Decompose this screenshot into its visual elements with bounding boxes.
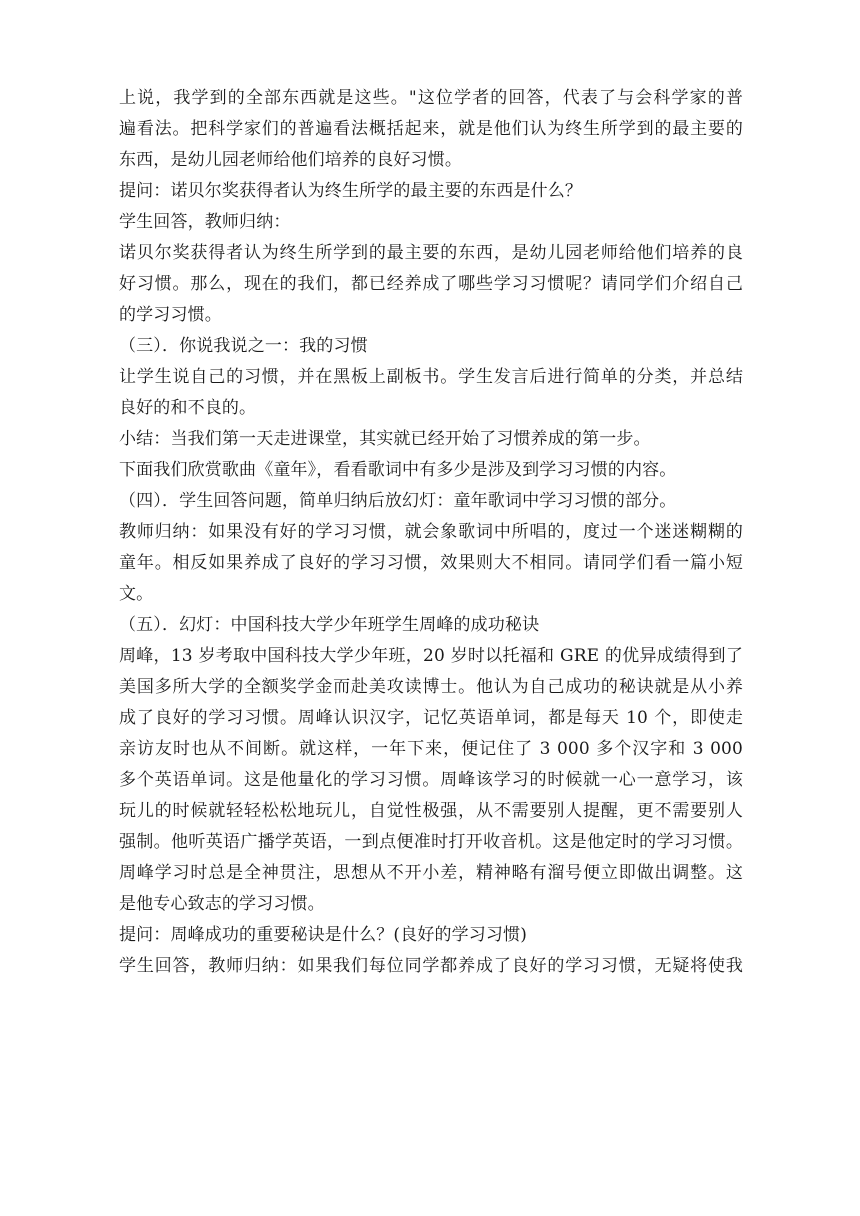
- document-page: [119, 83, 743, 982]
- text-line: 提问：诺贝尔奖获得者认为终生所学的最主要的东西是什么？: [119, 181, 583, 201]
- document-body: [119, 83, 743, 982]
- text-line: 是他专心致志的学习习惯。: [119, 894, 325, 914]
- text-line: 美国多所大学的全额奖学金而赴美攻读博士。他认为自己成功的秘诀就是从小养: [119, 677, 743, 697]
- text-line: 诺贝尔奖获得者认为终生所学到的最主要的东西，是幼儿园老师给他们培养的良: [119, 243, 743, 263]
- text-line: 提问：周峰成功的重要秘诀是什么？(良好的学习习惯): [119, 925, 528, 945]
- text-line: 让学生说自己的习惯，并在黑板上副板书。学生发言后进行简单的分类，并总结: [119, 367, 743, 387]
- text-line: 良好的和不良的。: [119, 398, 257, 418]
- text-line: 文。: [119, 584, 154, 604]
- text-line: 上说，我学到的全部东西就是这些。"这位学者的回答，代表了与会科学家的普: [119, 88, 743, 108]
- text-line: （五）．幻灯：中国科技大学少年班学生周峰的成功秘诀: [119, 615, 540, 635]
- text-line: 童年。相反如果养成了良好的学习习惯，效果则大不相同。请同学们看一篇小短: [119, 553, 743, 573]
- text-line: 学生回答，教师归纳：如果我们每位同学都养成了良好的学习习惯，无疑将使我: [119, 956, 743, 976]
- text-line: 玩儿的时候就轻轻松松地玩儿，自觉性极强，从不需要别人提醒，更不需要别人: [119, 801, 743, 821]
- text-line: 周峰，13 岁考取中国科技大学少年班，20 岁时以托福和 GRE 的优异成绩得到了: [119, 646, 743, 666]
- text-line: 亲访友时也从不间断。就这样，一年下来，便记住了 3 000 多个汉字和 3 000: [119, 739, 743, 759]
- text-line: 遍看法。把科学家们的普遍看法概括起来，就是他们认为终生所学到的最主要的: [119, 119, 743, 139]
- text-line: 好习惯。那么，现在的我们，都已经养成了哪些学习习惯呢？请同学们介绍自己: [119, 274, 743, 294]
- text-line: 多个英语单词。这是他量化的学习习惯。周峰该学习的时候就一心一意学习，该: [119, 770, 743, 790]
- text-line: 的学习习惯。: [119, 305, 222, 325]
- text-line: 小结：当我们第一天走进课堂，其实就已经开始了习惯养成的第一步。: [119, 429, 651, 449]
- text-line: 东西，是幼儿园老师给他们培养的良好习惯。: [119, 150, 462, 170]
- text-line: 强制。他听英语广播学英语，一到点便准时打开收音机。这是他定时的学习习惯。: [119, 832, 743, 852]
- text-line: 学生回答，教师归纳：: [119, 212, 291, 232]
- text-line: （三）．你说我说之一：我的习惯: [119, 336, 368, 356]
- text-line: 成了良好的学习习惯。周峰认识汉字，记忆英语单词，都是每天 10 个，即使走: [119, 708, 743, 728]
- text-line: 教师归纳：如果没有好的学习习惯，就会象歌词中所唱的，度过一个迷迷糊糊的: [119, 522, 743, 542]
- text-line: 周峰学习时总是全神贯注，思想从不开小差，精神略有溜号便立即做出调整。这: [119, 863, 743, 883]
- text-line: 下面我们欣赏歌曲《童年》，看看歌词中有多少是涉及到学习习惯的内容。: [119, 460, 677, 480]
- text-line: （四）．学生回答问题，简单归纳后放幻灯：童年歌词中学习习惯的部分。: [119, 491, 677, 511]
